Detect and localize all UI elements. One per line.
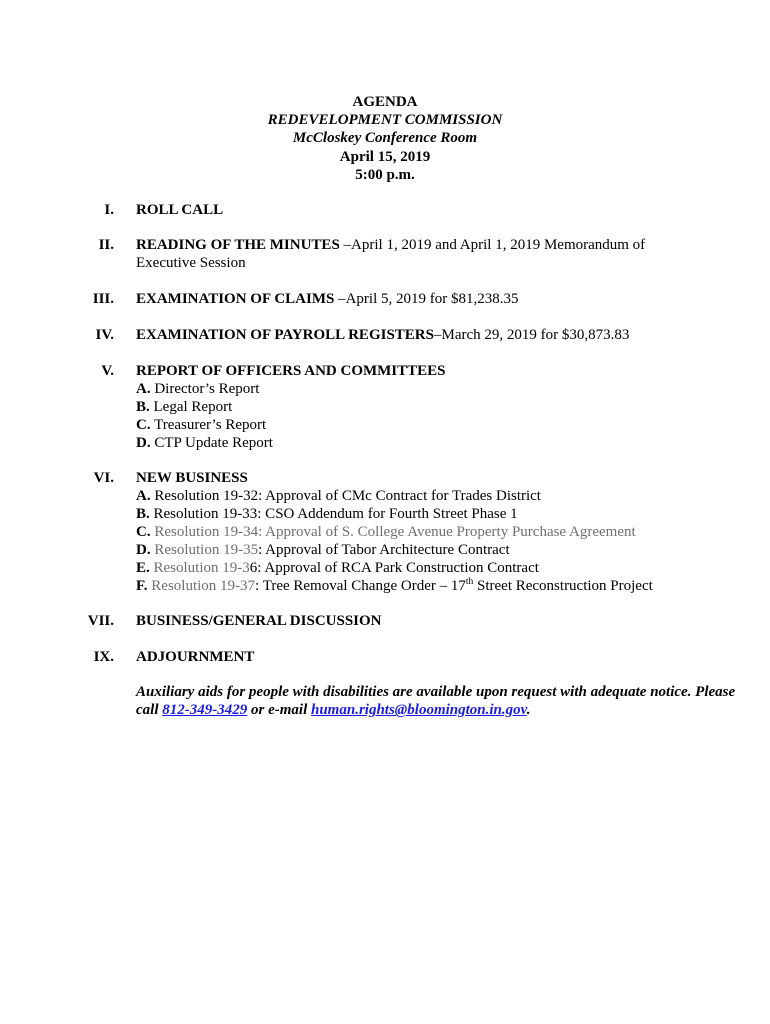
list-item: A. Director’s Report bbox=[136, 381, 260, 397]
list-item: C. Resolution 19-34: Approval of S. College Avenue Property Purchase Agreement bbox=[136, 524, 636, 540]
section-number: IV. bbox=[95, 327, 114, 343]
list-item: B. Resolution 19-33: CSO Addendum for Fourth Street Phase 1 bbox=[136, 506, 518, 522]
list-item: D. CTP Update Report bbox=[136, 435, 273, 451]
accessibility-notice: Auxiliary aids for people with disabilities are available upon request with adequate notice. Please call 812-349-3429 or e-mail human.rights@bloomington.in.gov. bbox=[136, 684, 736, 719]
section-title: NEW BUSINESS bbox=[136, 470, 248, 486]
list-item: B. Legal Report bbox=[136, 399, 233, 415]
commission-name: REDEVELOPMENT COMMISSION bbox=[267, 112, 503, 129]
section-detail: –March 29, 2019 for $30,873.83 bbox=[433, 327, 630, 343]
section-title: ROLL CALL bbox=[136, 202, 224, 218]
email-link[interactable]: human.rights@bloomington.in.gov bbox=[311, 702, 527, 719]
section-number: V. bbox=[101, 363, 114, 379]
section-title: EXAMINATION OF CLAIMS bbox=[136, 291, 335, 307]
meeting-date: April 15, 2019 bbox=[339, 148, 431, 165]
list-item: A. Resolution 19-32: Approval of CMc Contract for Trades District bbox=[136, 488, 541, 504]
section-detail: –April 5, 2019 for $81,238.35 bbox=[334, 291, 519, 307]
meeting-location: McCloskey Conference Room bbox=[292, 130, 478, 147]
phone-link[interactable]: 812-349-3429 bbox=[162, 702, 248, 719]
section-title: REPORT OF OFFICERS AND COMMITTEES bbox=[136, 363, 446, 379]
section-title: ADJOURNMENT bbox=[136, 649, 255, 665]
meeting-time: 5:00 p.m. bbox=[355, 166, 415, 183]
list-item: C. Treasurer’s Report bbox=[136, 417, 267, 433]
list-item: F. Resolution 19-37: Tree Removal Change Order – 17th Street Reconstruction Project bbox=[136, 577, 653, 594]
list-item: D. Resolution 19-35: Approval of Tabor Architecture Contract bbox=[136, 542, 510, 558]
section-number: II. bbox=[98, 237, 114, 253]
list-item: E. Resolution 19-36: Approval of RCA Park Construction Contract bbox=[136, 560, 539, 576]
section-title: READING OF THE MINUTES bbox=[136, 237, 340, 253]
section-number: I. bbox=[104, 202, 114, 218]
section-number: VI. bbox=[93, 470, 114, 486]
section-title: BUSINESS/GENERAL DISCUSSION bbox=[136, 613, 382, 629]
section-title: EXAMINATION OF PAYROLL REGISTERS bbox=[136, 327, 434, 343]
agenda-header bbox=[0, 93, 770, 184]
section-detail: –April 1, 2019 and April 1, 2019 Memorandum of Executive Session bbox=[136, 237, 646, 271]
section-number: III. bbox=[92, 291, 114, 307]
section-number: IX. bbox=[93, 649, 114, 665]
section-number: VII. bbox=[87, 613, 114, 629]
agenda-title: AGENDA bbox=[352, 94, 418, 110]
